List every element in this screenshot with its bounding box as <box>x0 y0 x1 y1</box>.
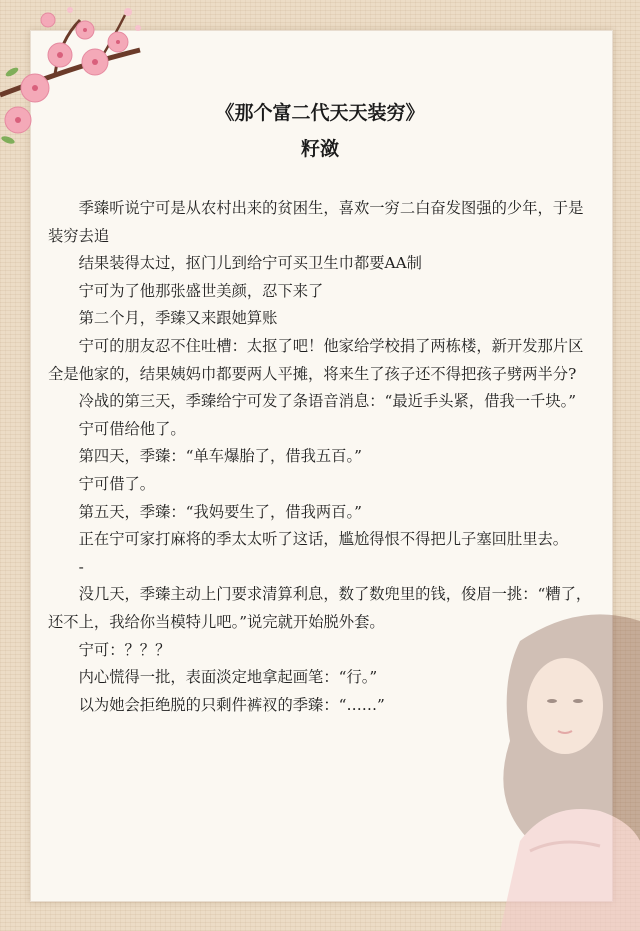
story-excerpt <box>48 195 596 719</box>
plum-blossom-decoration <box>0 0 150 150</box>
paragraph: 季臻听说宁可是从农村出来的贫困生，喜欢一穷二白奋发图强的少年，于是装穷去追 <box>48 199 584 245</box>
section-divider: - <box>78 557 84 576</box>
paragraph: 宁可借给他了。 <box>78 419 186 438</box>
paragraph: 冷战的第三天，季臻给宁可发了条语音消息：“最近手头紧，借我一千块。” <box>78 392 577 411</box>
paragraph: 没几天，季臻主动上门要求清算利息，数了数兜里的钱，俊眉一挑：“糟了，还不上，我给你当模特儿吧。”说完就开始脱外套。 <box>48 585 592 631</box>
paragraph: 第二个月，季臻又来跟她算账 <box>78 309 278 328</box>
paragraph: 宁可为了他那张盛世美颜，忍下来了 <box>78 281 324 300</box>
book-title: 《那个富二代天天装穷》 <box>215 102 425 124</box>
author-name: 籽潋 <box>300 138 339 160</box>
paragraph: 第四天，季臻：“单车爆胎了，借我五百。” <box>78 447 362 466</box>
paragraph: 宁可借了。 <box>78 474 156 493</box>
paragraph: 结果装得太过，抠门儿到给宁可买卫生巾都要AA制 <box>78 254 422 273</box>
paragraph: 正在宁可家打麻将的季太太听了这话，尴尬得恨不得把儿子塞回肚里去。 <box>78 530 569 549</box>
paragraph: 宁可的朋友忍不住吐槽：太抠了吧！他家给学校捐了两栋楼，新开发那片区全是他家的，结果姨妈巾都要两人平摊，将来生了孩子还不得把孩子劈两半分? <box>48 336 584 383</box>
paragraph: 第五天，季臻：“我妈要生了，借我两百。” <box>78 502 362 521</box>
paragraph: 以为她会拒绝脱的只剩件裤衩的季臻：“……” <box>78 695 385 714</box>
paragraph: 内心慌得一批，表面淡定地拿起画笔：“行。” <box>78 668 378 687</box>
paragraph: 宁可：？？？ <box>78 640 171 659</box>
